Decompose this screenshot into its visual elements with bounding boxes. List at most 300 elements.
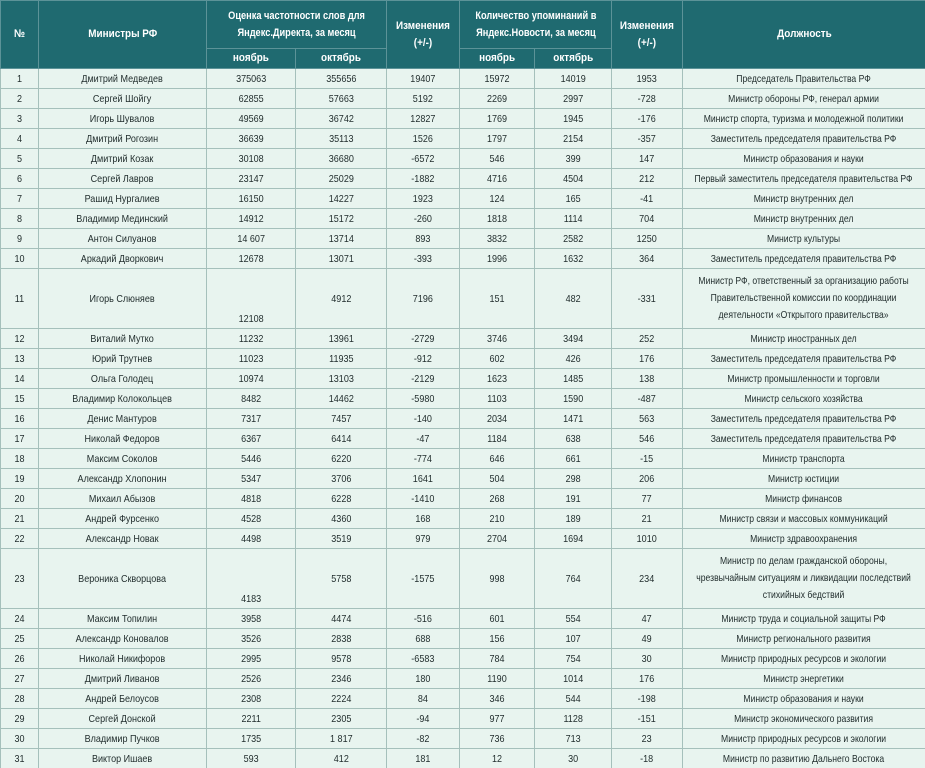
minister-name-cell xyxy=(39,209,207,229)
direct-october-cell xyxy=(296,709,387,729)
header-direct-october xyxy=(296,49,387,69)
row-number: 15 xyxy=(14,392,25,405)
position-cell xyxy=(683,509,925,529)
row-number-cell xyxy=(1,489,39,509)
direct-change: -94 xyxy=(416,712,430,725)
row-number-cell xyxy=(1,429,39,449)
row-number-cell xyxy=(1,689,39,709)
row-number: 1 xyxy=(16,72,23,85)
row-number: 14 xyxy=(14,372,25,385)
direct-change: 84 xyxy=(417,692,429,705)
news-october: 191 xyxy=(565,492,581,505)
news-october: 1128 xyxy=(563,712,583,725)
position: Министр сельского хозяйства xyxy=(744,392,864,405)
news-change: 704 xyxy=(639,212,655,225)
position: Министр иностранных дел xyxy=(750,332,858,345)
position: Министр обороны РФ, генерал армии xyxy=(728,92,880,105)
direct-october-cell xyxy=(296,729,387,749)
direct-november-cell xyxy=(207,509,296,529)
direct-change-cell xyxy=(387,429,460,449)
minister-name-cell xyxy=(39,469,207,489)
direct-november: 3526 xyxy=(240,632,262,645)
table-row xyxy=(1,249,925,269)
header-news-change-label: Изменения (+/-) xyxy=(620,19,674,49)
table-row xyxy=(1,489,925,509)
news-october: 165 xyxy=(565,192,581,205)
row-number-cell xyxy=(1,169,39,189)
direct-october-cell xyxy=(296,669,387,689)
direct-october: 15172 xyxy=(328,212,354,225)
news-change-cell xyxy=(612,269,683,329)
direct-november-cell xyxy=(207,389,296,409)
news-change-cell xyxy=(612,469,683,489)
news-change: -331 xyxy=(637,292,657,305)
direct-october-cell xyxy=(296,649,387,669)
direct-change-cell xyxy=(387,409,460,429)
news-october: 713 xyxy=(565,732,581,745)
direct-november-cell xyxy=(207,429,296,449)
position-cell xyxy=(683,369,925,389)
direct-november-cell xyxy=(207,169,296,189)
row-number-cell xyxy=(1,389,39,409)
direct-november: 5446 xyxy=(240,452,262,465)
row-number-cell xyxy=(1,549,39,609)
position-cell xyxy=(683,489,925,509)
table-row xyxy=(1,509,925,529)
row-number: 27 xyxy=(14,672,25,685)
minister-name: Игорь Шувалов xyxy=(90,112,155,125)
direct-november: 4498 xyxy=(240,532,262,545)
direct-october: 57663 xyxy=(328,92,354,105)
news-october: 399 xyxy=(565,152,581,165)
table-row xyxy=(1,169,925,189)
minister-name-cell xyxy=(39,329,207,349)
position: Заместитель председателя правительства РФ xyxy=(711,432,897,445)
table-row xyxy=(1,369,925,389)
news-october-cell xyxy=(535,149,612,169)
table-row xyxy=(1,129,925,149)
direct-change-cell xyxy=(387,169,460,189)
minister-name: Игорь Слюняев xyxy=(89,292,156,305)
position-cell xyxy=(683,469,925,489)
news-november-cell xyxy=(460,449,535,469)
minister-name-cell xyxy=(39,369,207,389)
news-october: 764 xyxy=(565,572,581,585)
news-change-cell xyxy=(612,349,683,369)
news-november: 151 xyxy=(489,292,505,305)
news-november: 646 xyxy=(489,452,505,465)
news-november-cell xyxy=(460,209,535,229)
row-number-cell xyxy=(1,149,39,169)
news-change: 23 xyxy=(641,732,653,745)
direct-change-cell xyxy=(387,749,460,768)
position: Министр промышленности и торговли xyxy=(727,372,881,385)
direct-october-cell xyxy=(296,489,387,509)
minister-name: Денис Мантуров xyxy=(87,412,158,425)
direct-october: 13103 xyxy=(328,372,354,385)
news-october: 754 xyxy=(565,652,581,665)
row-number: 16 xyxy=(14,412,25,425)
direct-change-cell xyxy=(387,509,460,529)
news-change: 546 xyxy=(639,432,655,445)
direct-change: -516 xyxy=(413,612,433,625)
news-november-cell xyxy=(460,609,535,629)
news-change-cell xyxy=(612,389,683,409)
news-october: 638 xyxy=(565,432,581,445)
row-number-cell xyxy=(1,749,39,768)
position: Министр связи и массовых коммуникаций xyxy=(719,512,889,525)
row-number: 28 xyxy=(14,692,25,705)
news-october: 1471 xyxy=(562,412,584,425)
news-november: 601 xyxy=(489,612,505,625)
minister-name: Юрий Трутнев xyxy=(92,352,153,365)
direct-october-cell xyxy=(296,129,387,149)
position: Министр культуры xyxy=(767,232,841,245)
direct-november: 2211 xyxy=(241,712,261,725)
row-number: 13 xyxy=(14,352,25,365)
news-november: 546 xyxy=(489,152,505,165)
news-november: 268 xyxy=(489,492,505,505)
news-change: 49 xyxy=(641,632,653,645)
direct-october-cell xyxy=(296,409,387,429)
row-number: 6 xyxy=(16,172,23,185)
news-october-cell xyxy=(535,209,612,229)
minister-name-cell xyxy=(39,69,207,89)
position-cell xyxy=(683,249,925,269)
direct-november: 7317 xyxy=(240,412,262,425)
direct-october: 5758 xyxy=(330,572,352,585)
news-change: 77 xyxy=(641,492,653,505)
news-change: 234 xyxy=(639,572,655,585)
row-number-cell xyxy=(1,629,39,649)
minister-name: Владимир Пучков xyxy=(85,732,161,745)
direct-october: 4474 xyxy=(330,612,352,625)
table-row xyxy=(1,689,925,709)
news-october: 1114 xyxy=(563,212,583,225)
news-october: 426 xyxy=(565,352,581,365)
minister-name: Александр Коновалов xyxy=(76,632,169,645)
news-october-cell xyxy=(535,409,612,429)
header-direct-november-label: ноябрь xyxy=(233,52,269,64)
news-november: 1769 xyxy=(486,112,508,125)
header-direct-october-label: октябрь xyxy=(321,52,361,64)
direct-november: 14912 xyxy=(238,212,264,225)
news-november-cell xyxy=(460,109,535,129)
news-october-cell xyxy=(535,329,612,349)
news-november-cell xyxy=(460,389,535,409)
news-october-cell xyxy=(535,229,612,249)
position-cell xyxy=(683,549,925,609)
direct-october: 36742 xyxy=(328,112,354,125)
direct-october-cell xyxy=(296,329,387,349)
news-november: 998 xyxy=(489,572,505,585)
row-number: 22 xyxy=(14,532,25,545)
direct-change: -912 xyxy=(413,352,433,365)
news-november-cell xyxy=(460,229,535,249)
direct-change: 1923 xyxy=(412,192,434,205)
position: Заместитель председателя правительства РФ xyxy=(711,412,897,425)
direct-october-cell xyxy=(296,369,387,389)
news-november: 784 xyxy=(489,652,505,665)
news-change-cell xyxy=(612,669,683,689)
news-october-cell xyxy=(535,529,612,549)
news-november: 1818 xyxy=(486,212,508,225)
news-change: 176 xyxy=(639,352,655,365)
direct-october: 355656 xyxy=(325,72,357,85)
direct-change: 893 xyxy=(415,232,431,245)
direct-november-cell xyxy=(207,249,296,269)
minister-name: Антон Силуанов xyxy=(88,232,157,245)
news-change: 364 xyxy=(639,252,655,265)
minister-name: Андрей Белоусов xyxy=(85,692,160,705)
direct-change: 5192 xyxy=(412,92,434,105)
direct-october-cell xyxy=(296,89,387,109)
direct-change: 19407 xyxy=(410,72,436,85)
news-october-cell xyxy=(535,749,612,768)
header-news-mentions xyxy=(460,1,612,49)
row-number-cell xyxy=(1,69,39,89)
row-number-cell xyxy=(1,209,39,229)
direct-november-cell xyxy=(207,709,296,729)
direct-change: -1410 xyxy=(411,492,435,505)
header-position-label: Должность xyxy=(776,28,832,40)
direct-change-cell xyxy=(387,389,460,409)
row-number: 17 xyxy=(14,432,25,445)
news-november-cell xyxy=(460,89,535,109)
direct-november-cell xyxy=(207,329,296,349)
news-october: 554 xyxy=(565,612,581,625)
news-october-cell xyxy=(535,689,612,709)
direct-october: 2838 xyxy=(330,632,352,645)
news-change-cell xyxy=(612,369,683,389)
direct-change: 7196 xyxy=(412,292,434,305)
news-november-cell xyxy=(460,469,535,489)
news-change-cell xyxy=(612,649,683,669)
news-october-cell xyxy=(535,429,612,449)
minister-name-cell xyxy=(39,149,207,169)
row-number-cell xyxy=(1,609,39,629)
minister-name-cell xyxy=(39,689,207,709)
direct-november: 4818 xyxy=(240,492,262,505)
position: Министр образования и науки xyxy=(743,152,865,165)
news-november: 3832 xyxy=(486,232,508,245)
position: Министр природных ресурсов и экологии xyxy=(721,732,887,745)
minister-name-cell xyxy=(39,549,207,609)
header-minister xyxy=(39,1,207,69)
news-november-cell xyxy=(460,349,535,369)
direct-november: 30108 xyxy=(238,152,264,165)
news-change-cell xyxy=(612,249,683,269)
minister-name-cell xyxy=(39,609,207,629)
direct-october: 412 xyxy=(333,752,349,765)
table-row xyxy=(1,409,925,429)
position-cell xyxy=(683,229,925,249)
direct-change: -1575 xyxy=(411,572,435,585)
news-change: 176 xyxy=(639,672,655,685)
news-november: 156 xyxy=(489,632,505,645)
direct-november: 4528 xyxy=(240,512,262,525)
direct-november: 49569 xyxy=(238,112,264,125)
table-row xyxy=(1,329,925,349)
direct-change: 979 xyxy=(415,532,431,545)
news-november: 736 xyxy=(489,732,505,745)
news-change: -15 xyxy=(640,452,654,465)
direct-october: 6220 xyxy=(330,452,352,465)
minister-name: Александр Хлопонин xyxy=(77,472,168,485)
table-row xyxy=(1,609,925,629)
position-cell xyxy=(683,729,925,749)
direct-november-cell xyxy=(207,129,296,149)
direct-november: 12108 xyxy=(238,313,264,325)
news-october: 1945 xyxy=(562,112,584,125)
table-row xyxy=(1,389,925,409)
direct-october: 4912 xyxy=(330,292,352,305)
row-number: 30 xyxy=(14,732,25,745)
direct-november-cell xyxy=(207,469,296,489)
news-change: 1250 xyxy=(636,232,658,245)
direct-change-cell xyxy=(387,549,460,609)
news-october-cell xyxy=(535,669,612,689)
minister-name-cell xyxy=(39,629,207,649)
direct-november: 23147 xyxy=(238,172,264,185)
news-november: 12 xyxy=(491,752,503,765)
direct-october: 11935 xyxy=(328,352,354,365)
position-cell xyxy=(683,209,925,229)
direct-october-cell xyxy=(296,509,387,529)
news-october-cell xyxy=(535,369,612,389)
header-news-mentions-label: Количество упоминаний в Яндекс.Новости, за месяц xyxy=(474,9,597,39)
direct-change-cell xyxy=(387,209,460,229)
row-number: 25 xyxy=(14,632,25,645)
minister-name-cell xyxy=(39,429,207,449)
news-change: 563 xyxy=(639,412,655,425)
row-number: 9 xyxy=(16,232,23,245)
news-november-cell xyxy=(460,529,535,549)
minister-name: Максим Соколов xyxy=(87,452,158,465)
news-october: 1694 xyxy=(562,532,584,545)
minister-name-cell xyxy=(39,89,207,109)
direct-october-cell xyxy=(296,689,387,709)
news-change-cell xyxy=(612,189,683,209)
minister-name: Сергей Донской xyxy=(88,712,157,725)
header-news-change xyxy=(612,1,683,69)
news-change: 212 xyxy=(639,172,655,185)
position: Министр финансов xyxy=(765,492,843,505)
table-row xyxy=(1,549,925,609)
table-row xyxy=(1,189,925,209)
minister-name: Дмитрий Медведев xyxy=(81,72,164,85)
table-row xyxy=(1,269,925,329)
news-october: 1485 xyxy=(562,372,584,385)
minister-name: Николай Федоров xyxy=(84,432,161,445)
direct-change: -47 xyxy=(416,432,430,445)
row-number-cell xyxy=(1,129,39,149)
minister-name: Сергей Лавров xyxy=(91,172,154,185)
position: Министр по развитию Дальнего Востока xyxy=(723,752,885,765)
direct-october: 35113 xyxy=(328,132,354,145)
minister-name-cell xyxy=(39,729,207,749)
table-row xyxy=(1,449,925,469)
table-row xyxy=(1,669,925,689)
row-number: 2 xyxy=(16,92,23,105)
table-body xyxy=(1,69,925,768)
news-october: 1014 xyxy=(562,672,584,685)
position: Министр природных ресурсов и экологии xyxy=(721,652,887,665)
minister-name-cell xyxy=(39,649,207,669)
row-number: 5 xyxy=(16,152,23,165)
news-october: 189 xyxy=(565,512,581,525)
news-october: 298 xyxy=(565,472,581,485)
news-october-cell xyxy=(535,509,612,529)
news-november-cell xyxy=(460,269,535,329)
news-october-cell xyxy=(535,469,612,489)
direct-november: 11232 xyxy=(238,332,264,345)
direct-change: -393 xyxy=(413,252,433,265)
direct-november: 14 607 xyxy=(237,232,265,245)
row-number: 20 xyxy=(14,492,25,505)
news-november-cell xyxy=(460,549,535,609)
direct-november: 6367 xyxy=(240,432,262,445)
news-october-cell xyxy=(535,389,612,409)
row-number: 26 xyxy=(14,652,25,665)
direct-change: 180 xyxy=(415,672,431,685)
direct-november-cell xyxy=(207,349,296,369)
direct-change: -2729 xyxy=(411,332,435,345)
direct-october-cell xyxy=(296,189,387,209)
position-cell xyxy=(683,89,925,109)
direct-november-cell xyxy=(207,689,296,709)
news-october-cell xyxy=(535,69,612,89)
position-cell xyxy=(683,649,925,669)
minister-name-cell xyxy=(39,389,207,409)
direct-change: -6572 xyxy=(411,152,435,165)
direct-change-cell xyxy=(387,669,460,689)
position: Министр энергетики xyxy=(763,672,845,685)
direct-november-cell xyxy=(207,529,296,549)
position: Министр регионального развития xyxy=(736,632,872,645)
news-october-cell xyxy=(535,649,612,669)
direct-october: 6228 xyxy=(330,492,352,505)
row-number: 3 xyxy=(16,112,23,125)
direct-change: 12827 xyxy=(410,112,436,125)
minister-name: Виктор Ишаев xyxy=(92,752,153,765)
news-change-cell xyxy=(612,169,683,189)
news-change-cell xyxy=(612,489,683,509)
minister-name: Александр Новак xyxy=(86,532,159,545)
row-number-cell xyxy=(1,229,39,249)
news-change: -357 xyxy=(637,132,657,145)
position: Министр внутренних дел xyxy=(754,212,854,225)
row-number-cell xyxy=(1,509,39,529)
row-number: 23 xyxy=(14,572,25,585)
news-october-cell xyxy=(535,729,612,749)
direct-november-cell xyxy=(207,549,296,609)
row-number-cell xyxy=(1,249,39,269)
row-number-cell xyxy=(1,109,39,129)
position-cell xyxy=(683,269,925,329)
direct-change: 1641 xyxy=(412,472,434,485)
news-november-cell xyxy=(460,249,535,269)
news-october: 2997 xyxy=(562,92,584,105)
news-november: 1190 xyxy=(487,672,507,685)
position-cell xyxy=(683,389,925,409)
position: Заместитель председателя правительства РФ xyxy=(711,352,897,365)
table-row xyxy=(1,229,925,249)
direct-november-cell xyxy=(207,89,296,109)
minister-name-cell xyxy=(39,709,207,729)
direct-change-cell xyxy=(387,649,460,669)
row-number: 31 xyxy=(14,752,25,765)
